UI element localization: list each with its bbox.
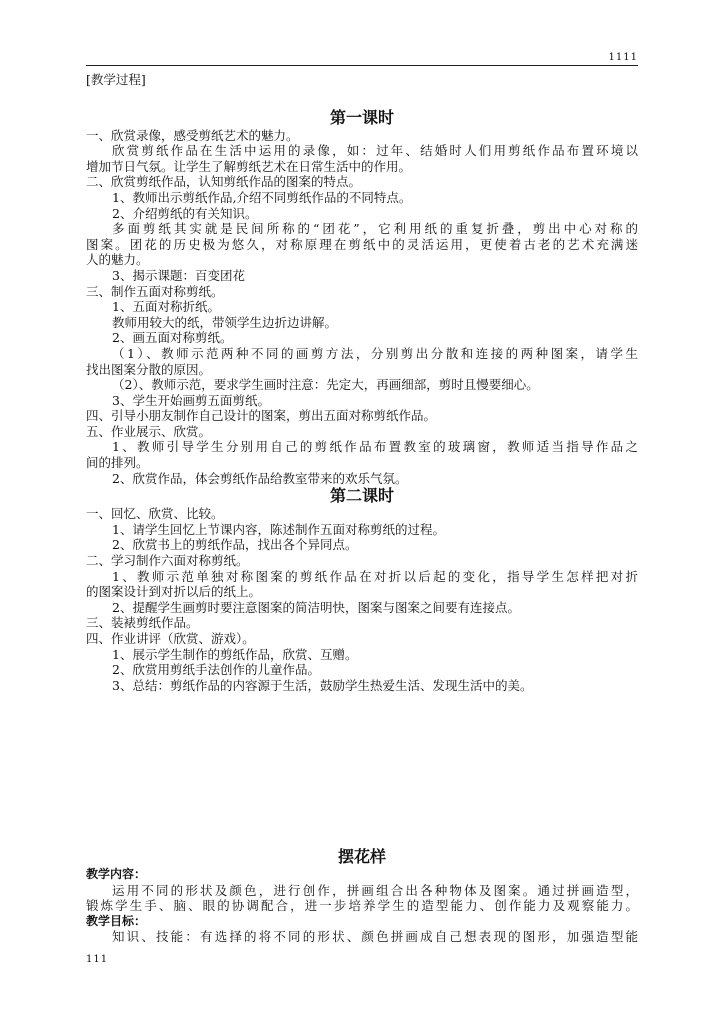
text-line: 四、引导小朋友制作自己设计的图案，剪出五面对称剪纸作品。 [86,408,437,424]
text-line: 1、教师示范单独对称图案的剪纸作品在对折以后起的变化，指导学生怎样把对折 [112,568,638,584]
text-line: 三、制作五面对称剪纸。 [86,283,224,299]
lesson1-title: 第一课时 [329,107,394,127]
footer-page-number: 111 [86,954,109,965]
text-line: 2、画五面对称剪纸。 [112,330,233,346]
text-line: 一、欣赏录像，感受剪纸艺术的魅力。 [86,127,299,143]
lesson2-title: 第二课时 [329,486,394,506]
text-line: 人的魅力。 [86,252,149,268]
text-line: 教师用较大的纸，带领学生边折边讲解。 [112,314,338,330]
lesson3-body [86,867,638,945]
text-line: 2、欣赏作品，体会剪纸作品给教室带来的欢乐气氛。 [112,470,408,486]
text-line: 一、回忆、欣赏、比较。 [86,506,224,522]
text-line: 的图案设计到对折以后的纸上。 [86,584,262,600]
text-line: 1、教师出示剪纸作品,介绍不同剪纸作品的不同特点。 [112,189,412,205]
text-line: 3、学生开始画剪五面剪纸。 [112,392,270,408]
text-line: 2、提醒学生画剪时要注意图案的简洁明快，图案与图案之间要有连接点。 [112,599,520,615]
header-page-number: 1111 [608,52,638,63]
section-label: [教学过程] [86,72,146,87]
text-line: 五、作业展示、欣赏。 [86,423,212,439]
text-line: 1、五面对称折纸。 [112,299,220,315]
text-line: 找出图案分散的原因。 [86,361,212,377]
text-line: （1）、教师示范两种不同的画剪方法，分别剪出分散和连接的两种图案，请学生 [112,345,638,361]
lesson2-body [86,506,638,693]
text-line: 四、作业讲评（欣赏、游戏）。 [86,631,255,646]
text-line: 运用不同的形状及颜色，进行创作，拼画组合出各种物体及图案。通过拼画造型， [112,882,638,898]
content-heading: 教学内容： [86,867,147,881]
text-line: 增加节日气氛。让学生了解剪纸艺术在日常生活中的作用。 [86,158,412,174]
text-line: 3、揭示课题：百变团花 [112,267,245,283]
goal-heading: 教学目标： [86,913,147,928]
lesson3-title: 摆花样 [337,847,386,866]
text-line: 锻炼学生手、脑、眼的协调配合，进一步培养学生的造型能力、创作能力及观察能力。 [86,898,638,914]
text-line: 三、装裱剪纸作品。 [86,615,199,631]
text-line: 图案。团花的历史极为悠久，对称原理在剪纸中的灵活运用，更使着古老的艺术充满迷 [86,236,638,252]
text-line: 二、欣赏剪纸作品，认知剪纸作品的图案的特点。 [86,174,362,190]
text-line: 1、请学生回忆上节课内容，陈述制作五面对称剪纸的过程。 [112,521,445,537]
text-line: 多面剪纸其实就是民间所称的“团花”，它利用纸的重复折叠，剪出中心对称的 [112,221,638,237]
text-line: 知识、技能：有选择的将不同的形状、颜色拼画成自己想表现的图形，加强造型能 [112,929,638,945]
main-content [86,72,638,693]
text-line: 3、总结：剪纸作品的内容源于生活，鼓励学生热爱生活、发现生活中的美。 [112,677,533,693]
text-line: 1、教师引导学生分别用自己的剪纸作品布置教室的玻璃窗，教师适当指导作品之 [112,439,638,455]
text-line: 2、欣赏用剪纸手法创作的儿童作品。 [112,662,320,678]
text-line: 欣赏剪纸作品在生活中运用的录像，如：过年、结婚时人们用剪纸作品布置环境以 [112,143,638,159]
text-line: 1、展示学生制作的剪纸作品，欣赏、互赠。 [112,646,358,662]
text-line: 2、介绍剪纸的有关知识。 [112,205,258,221]
text-line: 间的排列。 [86,455,149,471]
header-rule [86,65,638,66]
text-line: 2、欣赏书上的剪纸作品，找出各个异同点。 [112,537,358,553]
text-line: 二、学习制作六面对称剪纸。 [86,553,249,569]
lesson1-body [86,128,638,487]
text-line: （2）、教师示范，要求学生画时注意：先定大，再画细部，剪时且慢要细心。 [112,377,539,393]
